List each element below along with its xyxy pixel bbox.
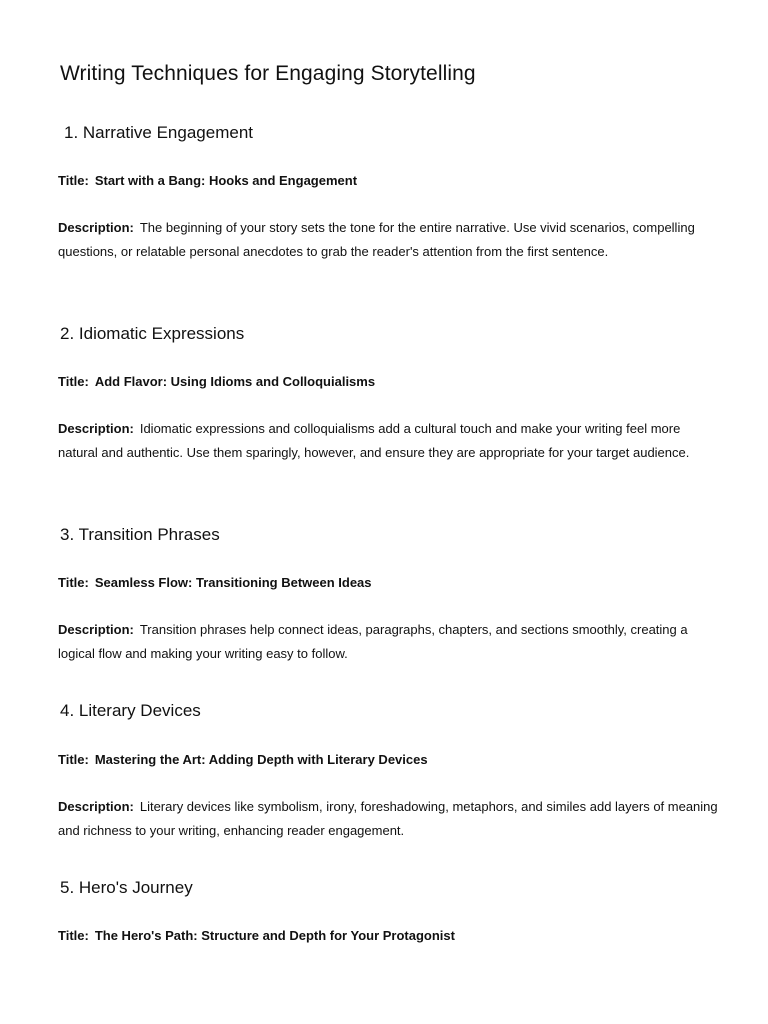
section-title xyxy=(58,374,718,389)
section-heading: 1. Narrative Engagement xyxy=(64,123,253,142)
section-title-text: Mastering the Art: Adding Depth with Literary Devices xyxy=(94,752,428,767)
section-narrative-engagement xyxy=(58,123,718,265)
section-description xyxy=(58,216,718,265)
section-description-text: Literary devices like symbolism, irony, foreshadowing, metaphors, and similes add layers of meaning and richness to your writing, enhancing reader engagement. xyxy=(58,799,718,839)
section-literary-devices xyxy=(58,701,718,844)
description-label: Description: xyxy=(58,220,134,235)
section-title xyxy=(58,752,718,767)
section-description xyxy=(58,795,718,844)
section-heros-journey xyxy=(58,878,718,943)
section-heading: 3. Transition Phrases xyxy=(60,525,220,544)
description-label: Description: xyxy=(58,622,134,637)
section-title xyxy=(58,575,718,590)
section-description-text: Idiomatic expressions and colloquialisms add a cultural touch and make your writing feel more natural and authentic. Use them sparingly, however, and ensure they are appropriate for your target audience. xyxy=(58,421,690,461)
title-label: Title: xyxy=(58,752,89,767)
title-label: Title: xyxy=(58,928,89,943)
section-description xyxy=(58,417,718,466)
description-label: Description: xyxy=(58,799,134,814)
section-title-text: Start with a Bang: Hooks and Engagement xyxy=(94,173,358,188)
section-heading: 2. Idiomatic Expressions xyxy=(60,324,245,343)
title-label: Title: xyxy=(58,575,89,590)
section-transition-phrases xyxy=(58,525,718,667)
section-heading: 5. Hero's Journey xyxy=(60,878,193,897)
section-heading: 4. Literary Devices xyxy=(60,701,201,720)
section-title-text: The Hero's Path: Structure and Depth for Your Protagonist xyxy=(94,928,455,943)
section-description xyxy=(58,618,718,667)
description-label: Description: xyxy=(58,421,134,436)
section-description-text: Transition phrases help connect ideas, paragraphs, chapters, and sections smoothly, creating a logical flow and making your writing easy to follow. xyxy=(58,622,688,662)
section-idiomatic-expressions xyxy=(58,324,718,466)
title-label: Title: xyxy=(58,374,89,389)
section-title xyxy=(58,928,718,943)
document-title: Writing Techniques for Engaging Storytelling xyxy=(60,62,476,85)
section-title xyxy=(58,173,718,188)
section-title-text: Add Flavor: Using Idioms and Colloquialisms xyxy=(94,374,376,389)
section-description-text: The beginning of your story sets the tone for the entire narrative. Use vivid scenarios, compelling questions, or relatable personal anecdotes to grab the reader's attention from the first sentence. xyxy=(58,220,695,260)
title-label: Title: xyxy=(58,173,89,188)
section-title-text: Seamless Flow: Transitioning Between Ideas xyxy=(94,575,372,590)
